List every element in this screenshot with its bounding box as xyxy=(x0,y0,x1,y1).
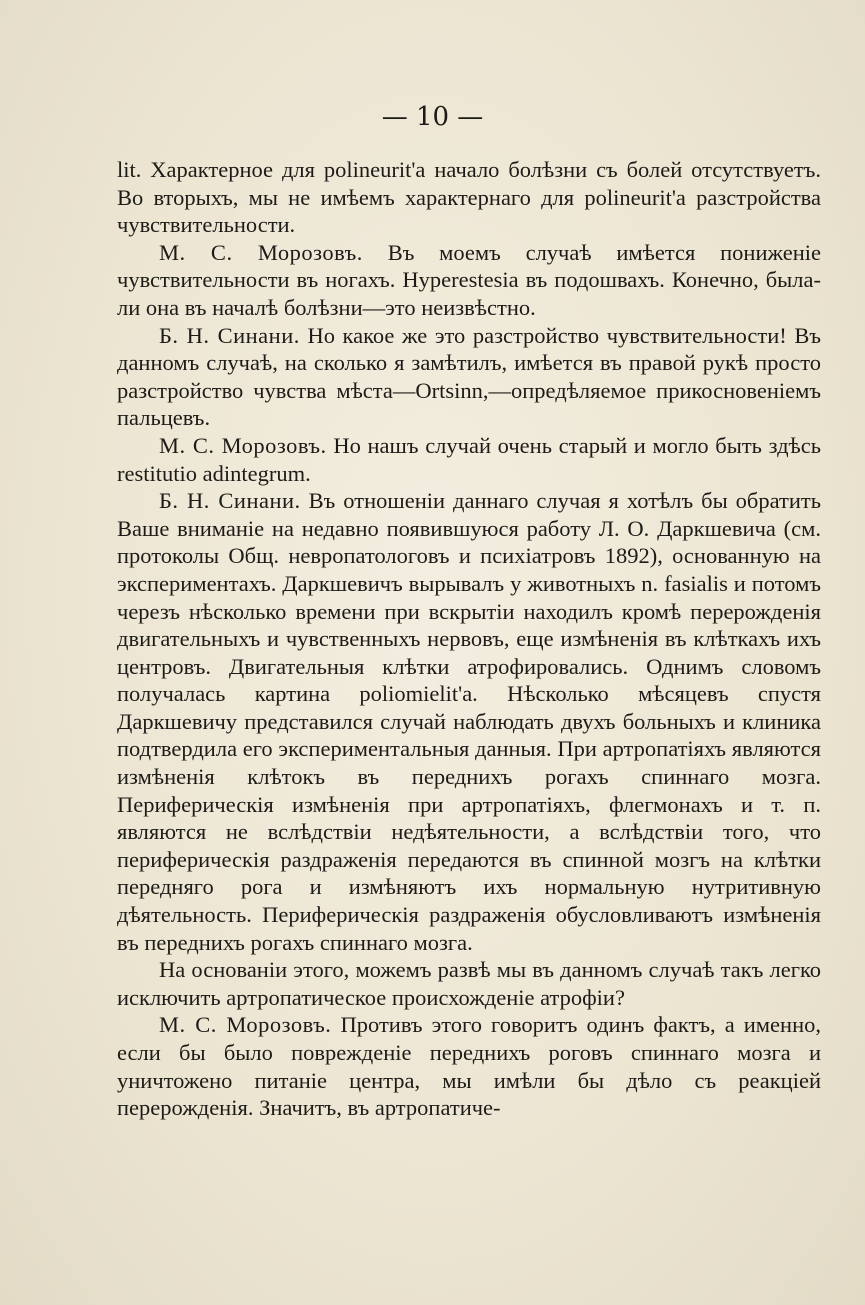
speaker-name: Б. Н. Синани. xyxy=(159,322,300,348)
paragraph-text: Въ моемъ случаѣ имѣется пониженіе чувствительности въ ногахъ. Hyperestesia въ подошвахъ. Конечно, была-ли она въ началѣ болѣзни—это неизвѣстно. xyxy=(117,239,821,320)
paragraph-text: Но нашъ случай очень старый и могло быть здѣсь restitutio adintegrum. xyxy=(117,432,821,486)
paragraph-text: Въ отношеніи даннаго случая я хотѣлъ бы обратить Ваше вниманіе на недавно появившуюся работу Л. О. Даркшевича (см. протоколы Общ. невропатологовъ и психіатровъ 1892), основанную на экспериментахъ. Даркшевичъ вырывалъ у животныхъ n. fasialis и потомъ черезъ нѣсколько времени при вскрытіи находилъ кромѣ перерожденія двигательныхъ и чувственныхъ нервовъ, еще измѣненія въ клѣткахъ ихъ центровъ. Двигательныя клѣтки атрофировались. Однимъ словомъ получалась картина poliomielit'a. Нѣсколько мѣсяцевъ спустя Даркшевичу представился случай наблюдать двухъ больныхъ и клиника подтвердила его экспериментальныя данныя. При артропатіяхъ являются измѣненія клѣтокъ въ переднихъ рогахъ спиннаго мозга. Периферическія измѣненія при артропатіяхъ, флегмонахъ и т. п. являются не вслѣдствіи недѣятельности, а вслѣдствіи того, что периферическія раздраженія передаются въ спинной мозгъ на клѣтки передняго рога и измѣняютъ ихъ нормальную нутритивную дѣятельность. Периферическія раздраженія обусловливаютъ измѣненія въ переднихъ рогахъ спиннаго мозга. xyxy=(117,488,821,955)
paragraph-text: Противъ этого говоритъ одинъ фактъ, а именно, если бы было поврежденіе переднихъ роговъ спиннаго мозга и уничтожено питаніе центра, мы имѣли бы дѣло съ реакціей перерожденія. Значитъ, въ артропатиче- xyxy=(117,1012,821,1121)
paragraph xyxy=(117,239,821,322)
body-text xyxy=(117,156,821,1122)
paragraph-text: lit. Характерное для polineurit'a начало болѣзни съ болей отсутствуетъ. Во вторыхъ, мы не имѣемъ характернаго для polineurit'a разстройства чувствительности. xyxy=(117,157,821,238)
speaker-name: Б. Н. Синани. xyxy=(159,488,301,514)
paragraph xyxy=(117,156,821,239)
paragraph xyxy=(117,1011,821,1121)
paragraph xyxy=(117,487,821,956)
paragraph xyxy=(117,956,821,1011)
paragraph xyxy=(117,322,821,432)
paragraph-text: Но какое же это разстройство чувствительности! Въ данномъ случаѣ, на сколько я замѣтилъ, имѣется въ правой рукѣ просто разстройство чувства мѣста—Ortsinn,—опредѣляемое прикосновеніемъ пальцевъ. xyxy=(117,322,821,431)
paragraph xyxy=(117,432,821,487)
page-number: — 10 — xyxy=(381,102,484,132)
speaker-name: М. С. Морозовъ. xyxy=(159,239,363,265)
speaker-name: М. С. Морозовъ. xyxy=(159,432,327,458)
paragraph-text: На основаніи этого, можемъ развѣ мы въ данномъ случаѣ такъ легко исключить артропатическое происхожденіе атрофіи? xyxy=(117,957,821,1010)
speaker-name: М. С. Морозовъ. xyxy=(159,1012,332,1038)
